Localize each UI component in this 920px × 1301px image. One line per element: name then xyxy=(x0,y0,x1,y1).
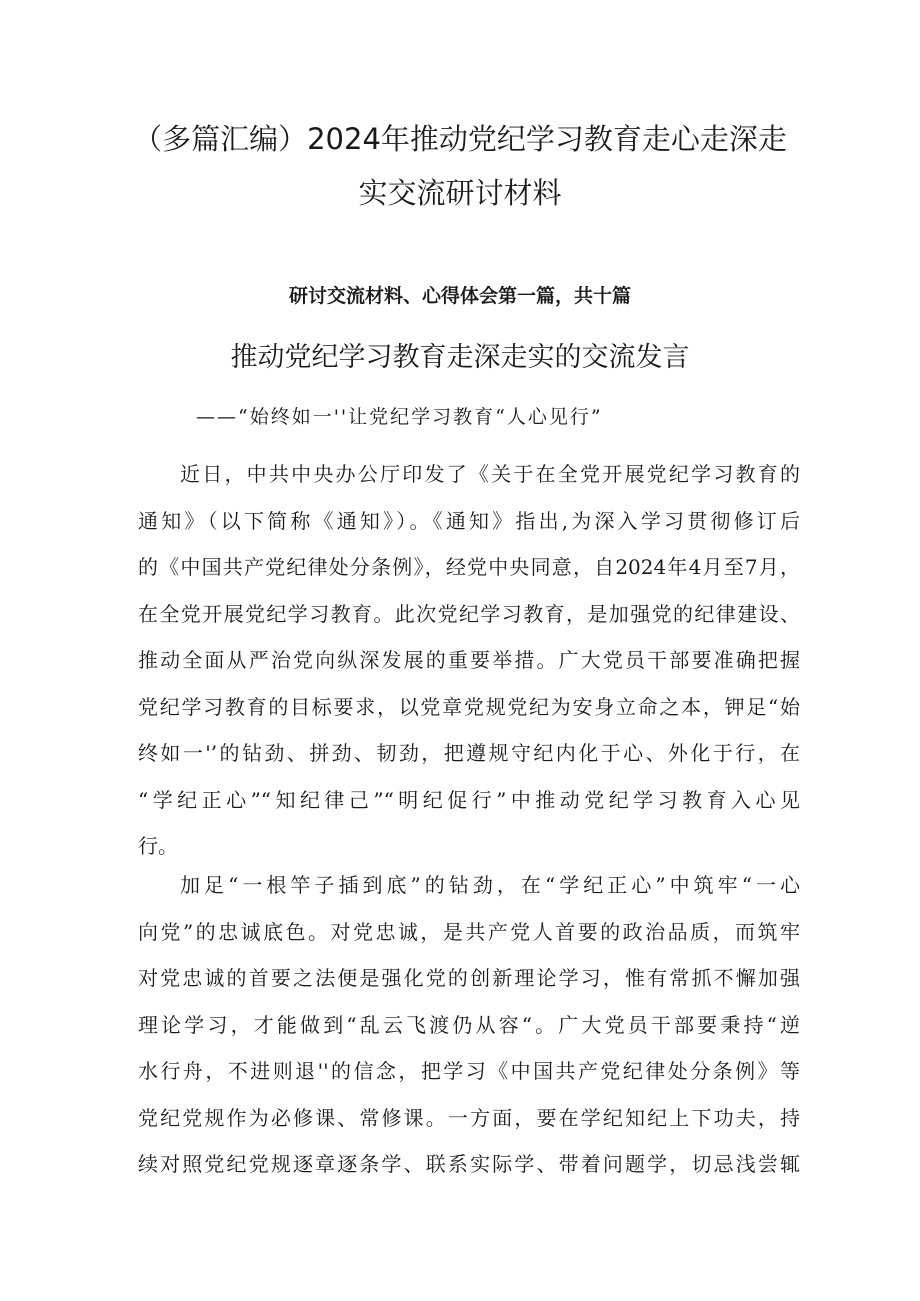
main-title-line-2: 实交流研讨材料 xyxy=(358,176,562,210)
series-heading: 研讨交流材料、心得体会第一篇，共十篇 xyxy=(288,285,631,307)
paragraph-line: 理论学习，才能做到“乱云飞渡仍从容“。广大党员干部要秉持“逆 xyxy=(138,1012,800,1037)
main-title-line-1: （多篇汇编）2024年推动党纪学习教育走心走深走 xyxy=(133,122,787,156)
paragraph-line: 加足“一根竿子插到底”的钻劲，在“学纪正心”中筑牢“一心 xyxy=(180,873,800,897)
paragraph-line: 近日，中共中央办公厅印发了《关于在全党开展党纪学习教育的 xyxy=(180,462,800,486)
body-paragraph-1 xyxy=(138,451,800,870)
paragraph-line: 党纪学习教育的目标要求，以党章党规党纪为安身立命之本，钾足“始 xyxy=(138,694,800,719)
article-title: 推动党纪学习教育走深走实的交流发言 xyxy=(230,342,690,373)
paragraph-line: 党纪党规作为必修课、常修课。一方面，要在学纪知纪上下功夫，持 xyxy=(138,1105,800,1130)
paragraph-line: 续对照党纪党规逐章逐条学、联系实际学、带着问题学，切忌浅尝辄 xyxy=(138,1152,800,1176)
paragraph-line: 对党忠诚的首要之法便是强化党的创新理论学习，惟有常抓不懈加强 xyxy=(138,966,800,990)
article-byline: ——“始终如一''让党纪学习教育“人心见行” xyxy=(196,406,603,428)
paragraph-line: 行。 xyxy=(138,834,178,858)
paragraph-line: 终如一'’的钻劲、拼劲、韧劲，把遵规守纪内化于心、外化于行，在 xyxy=(138,741,800,765)
paragraph-line: “学纪正心”“知纪律己”“明纪促行”中推动党纪学习教育入心见 xyxy=(138,787,800,812)
body-paragraph-2 xyxy=(138,862,800,1188)
document-main-title xyxy=(110,112,810,220)
paragraph-line: 在全党开展党纪学习教育。此次党纪学习教育，是加强党的纪律建设、 xyxy=(138,601,800,626)
paragraph-line: 通知》（以下简称《通知》）。《通知》指出,为深入学习贯彻修订后 xyxy=(138,508,800,533)
paragraph-line: 水行舟，不进则退''的信念，把学习《中国共产党纪律处分条例》等 xyxy=(138,1059,800,1083)
paragraph-line: 向党”的忠诚底色。对党忠诚，是共产党人首要的政治品质，而筑牢 xyxy=(138,919,800,944)
paragraph-line: 的《中国共产党纪律处分条例》，经党中央同意，自2024年4月至7月， xyxy=(138,555,800,579)
paragraph-line: 推动全面从严治党向纵深发展的重要举措。广大党员干部要准确把握 xyxy=(138,648,800,672)
